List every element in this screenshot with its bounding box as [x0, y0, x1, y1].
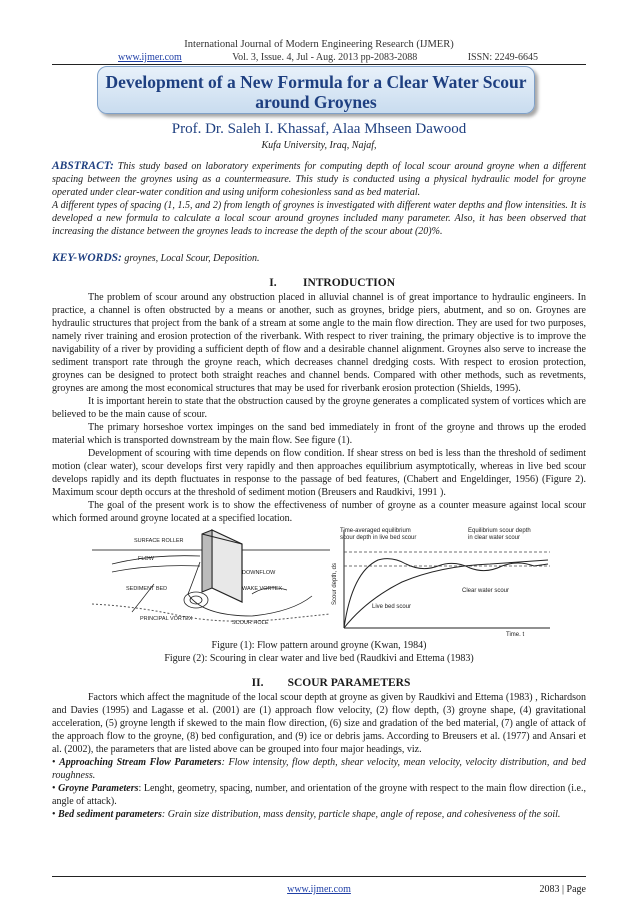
figure-2-scour-vs-time — [330, 524, 552, 636]
bullet-label: Groyne Parameters — [58, 783, 139, 794]
journal-meta-row — [118, 52, 538, 63]
figure-1-caption: Figure (1): Flow pattern around groyne (Kwan, 1984) — [211, 640, 427, 651]
bullet-label: Approaching Stream Flow Parameters — [59, 757, 222, 768]
paper-title-box — [97, 66, 535, 114]
section-number: II. — [251, 677, 264, 689]
figure-2-caption: Figure (2): Scouring in clear water and live bed (Raudkivi and Ettema (1983) — [164, 653, 474, 664]
journal-issn: ISSN: 2249-6645 — [467, 52, 538, 63]
bullet-item: • Groyne Parameters: Lenght, geometry, spacing, number, and orientation of the groyne with respect to the main flow direction (i.e., angle of attack). — [52, 783, 586, 807]
label-flow: FLOW — [138, 556, 154, 562]
section-heading-scour-parameters — [0, 677, 638, 689]
paper-title-line2: around Groynes — [255, 92, 377, 112]
label-wake-vortex: WAKE VORTEX — [242, 586, 283, 592]
y-axis-label: Scour depth, ds — [332, 562, 338, 606]
section-number: I. — [269, 277, 277, 289]
scour-parameters-body — [52, 691, 586, 821]
bullet-label: Bed sediment parameters — [58, 809, 162, 820]
journal-volume: Vol. 3, Issue. 4, Jul - Aug. 2013 pp-2083-2088 — [232, 52, 418, 63]
paragraph: The problem of scour around any obstruction placed in alluvial channel is of great importance to hydraulic engineers. In practice, a channel is often obstructed by a means or another, such as groynes, bridge piers, abutment, and so on. Groynes are hydraulic structures that project from the bank of a stream at some angle to the main flow direction. They are used for two purposes, namely river training and erosion protection of the riverbank. With respect to river training, the primary objective is to improve the navigability of a river by providing a sufficient depth of flow and a desirable channel alignment. Groynes also serve to increase the sediment transport rate through the groyne reach, which decreases channel dredging costs. With respect to erosion protection, groynes can be designed to protect both straight reaches and channel bends. Compared with other methods, such as revetments, groynes are among the most economical structures that may be used for riverbank erosion protection (Shields, 1995). — [52, 292, 586, 394]
affiliation: Kufa University, Iraq, Najaf, — [261, 140, 377, 151]
page-number: 2083 | Page — [539, 884, 586, 895]
keywords — [52, 252, 586, 264]
paragraph: Factors which affect the magnitude of the local scour depth at groyne as given by Raudkivi and Ettema (1983) , Richardson and Davies (1995) and Lagasse et al. (2001) are (1) approach flow velocity, (2) flow depth, (3) groyne shape, (4) gravitational acceleration, (5) groyne length if skewed to the main flow direction, (6) size and gradation of the bed material, (7) angle of attack of the approach flow to the groyne, (8) bed configuration, and (9) ice or debris jams. According to Breusers et al. (1977) and Ansari et al. (2002), the parameters that are listed above can be grouped into four major headings, viz. — [52, 692, 586, 755]
label-equil-clear-2: in clear water scour — [468, 535, 521, 541]
keywords-text: groynes, Local Scour, Deposition. — [121, 253, 260, 264]
header-rule — [52, 64, 586, 65]
bullet-item: • Bed sediment parameters: Grain size distribution, mass density, particle shape, angle of repose, and cohesiveness of the soil. — [52, 809, 561, 820]
keywords-label: KEY-WORDS: — [52, 252, 122, 264]
footer-rule — [52, 876, 586, 877]
bullet-text: : Grain size distribution, mass density, particle shape, angle of repose, and cohesiveness of the soil. — [161, 809, 561, 820]
label-clear-water-scour: Clear water scour — [462, 588, 510, 594]
bullet-text: : Flow intensity, flow depth, shear velocity, mean velocity, velocity distribution, and bed roughness. — [52, 757, 586, 781]
label-sediment-bed: SEDIMENT BED — [126, 586, 168, 592]
label-downflow: DOWNFLOW — [242, 570, 276, 576]
paragraph: It is important herein to state that the obstruction caused by the groyne generates a complicated system of vortices which are believed to be the main cause of scour. — [52, 396, 586, 420]
section-heading-introduction — [0, 277, 638, 289]
label-surface-roller: SURFACE ROLLER — [134, 538, 184, 544]
section-title: INTRODUCTION — [302, 277, 395, 289]
label-equil-clear: Equilibrium scour depth — [468, 528, 531, 534]
abstract-text: This study based on laboratory experiments for computing depth of local scour around groyne when a different spacing between the groynes using as a countermeasure. This study is conducted using a physical hydraulic model for groyne operated under clear-water condition and using uniform cohesionless sand as bed material. — [52, 161, 586, 198]
journal-name: International Journal of Modern Engineering Research (IJMER) — [184, 39, 454, 50]
footer — [52, 884, 586, 895]
paragraph: The primary horseshoe vortex impinges on the sand bed immediately in front of the groyne and throws up the eroded material which is transported downstream by the main flow. See figure (1). — [52, 422, 586, 446]
abstract-text-2: A different types of spacing (1, 1.5, and 2) from length of groynes is investigated with different water depths and flow intensities. It is developed a new formula to calculate a local scour around groynes included many parameter. Also, it has been observed that increasing the distance between the groynes leads to increase the depth of the scour about (20)%. — [52, 200, 586, 237]
section-title: SCOUR PARAMETERS — [287, 677, 411, 689]
label-time-avg-2: scour depth in live bed scour — [340, 535, 417, 541]
bullet-item: • Approaching Stream Flow Parameters: Flow intensity, flow depth, shear velocity, mean velocity, velocity distribution, and bed roughness. — [52, 757, 586, 781]
journal-site-link[interactable]: www.ijmer.com — [118, 52, 182, 63]
label-live-bed-scour: Live bed scour — [372, 604, 412, 610]
introduction-body — [52, 291, 586, 525]
abstract — [52, 160, 586, 238]
abstract-label: ABSTRACT: — [52, 160, 114, 172]
figure-1-flow-pattern — [92, 524, 330, 628]
x-axis-label: Time, t — [506, 632, 525, 636]
label-principal-vortex: PRINCIPAL VORTEX — [140, 616, 193, 622]
label-scour-hole: SCOUR HOLE — [232, 620, 269, 626]
paper-title-line1: Development of a New Formula for a Clear Water Scour — [105, 72, 527, 92]
paragraph: The goal of the present work is to show the effectiveness of number of groyne as a counter measure against local scour which formed around groyne located at a specified location. — [52, 500, 586, 524]
label-time-avg: Time-averaged equilibrium — [340, 528, 411, 534]
bullet-text: : Lenght, geometry, spacing, number, and orientation of the groyne with respect to the main flow direction (i.e., angle of attack). — [52, 783, 586, 807]
paragraph: Development of scouring with time depends on flow condition. If shear stress on bed is less than the threshold of sediment motion (clear water), scour develops first very rapidly and then approaches equilibrium asymptotically, whereas in live bed scour develops rapidly and its depth fluctuates in response to the passage of bed features, (Chabert and Engeldinger, 1956) (Figure 2). Maximum scour depth occurs at the threshold of sediment motion (Breusers and Raudkivi, 1991 ). — [52, 448, 586, 498]
authors: Prof. Dr. Saleh I. Khassaf, Alaa Mhseen Dawood — [171, 121, 467, 137]
footer-site-link[interactable]: www.ijmer.com — [287, 884, 351, 895]
